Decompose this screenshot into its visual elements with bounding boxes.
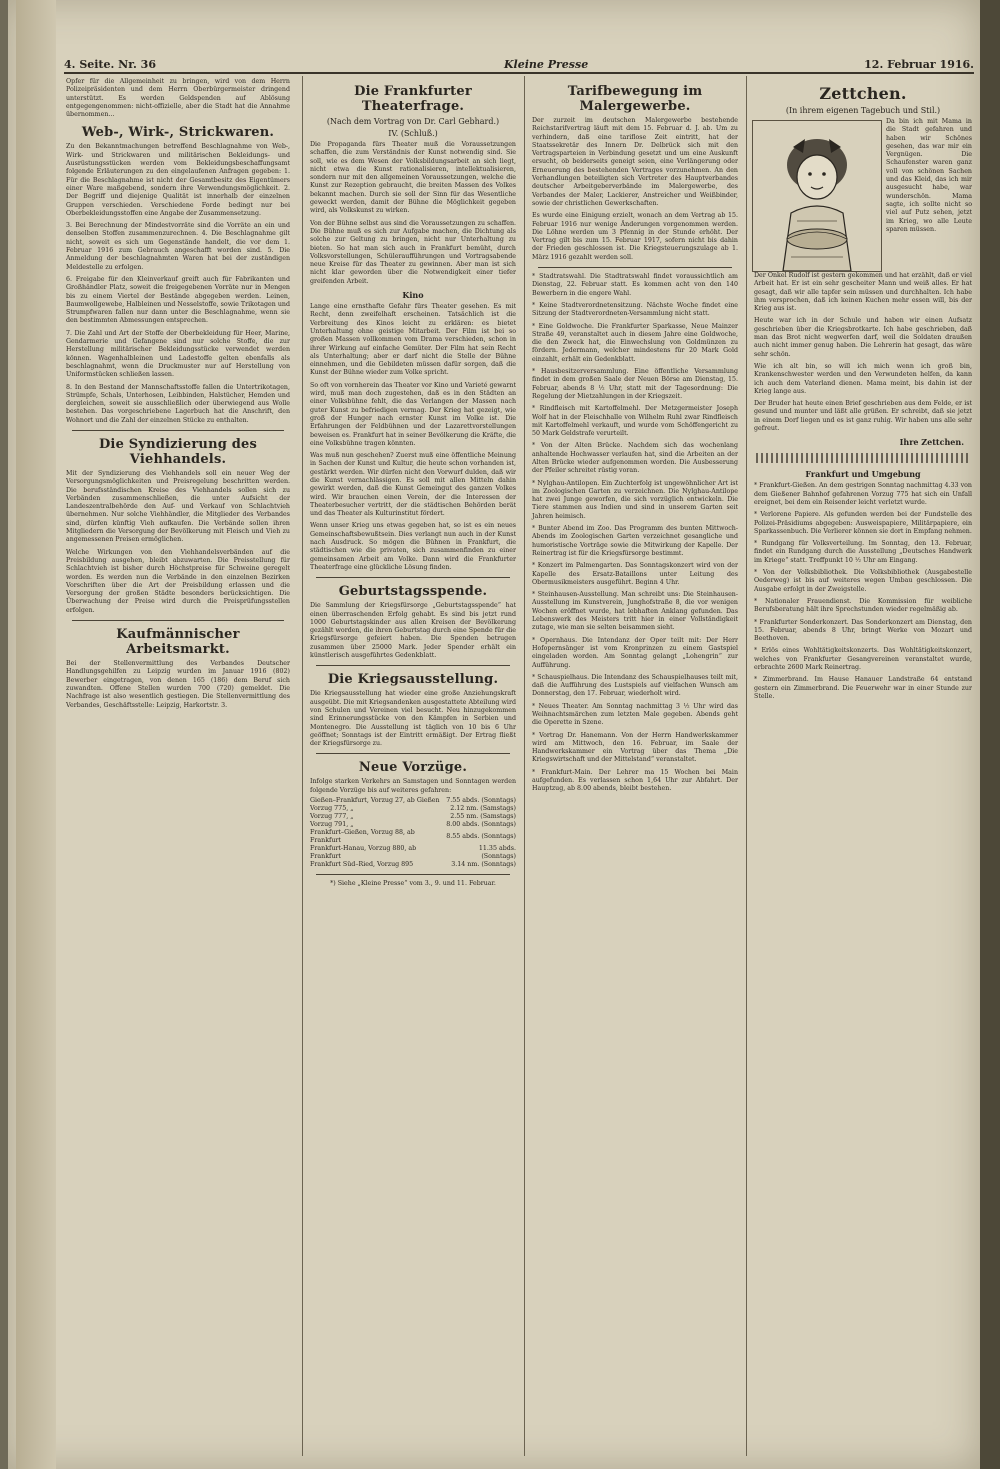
- col2-subheadline: (Nach dem Vortrag von Dr. Carl Gebhard.): [326, 117, 500, 126]
- train-row: [308, 821, 518, 829]
- train-route: Gießen–Frankfurt, Vorzug 27, ab Gießen: [310, 797, 440, 804]
- col1-paragraph: 8. In den Bestand der Mannschaftsstoffe fallen die Untertrikotagen, Strümpfe, Schals, Unterhosen, Leibbinden, Halstücher, Hemden und dergleichen, soweit sie ausschließlich oder überwiegend aus Wolle bestehen. Das vorgeschriebene Lagerbuch hat die Anschrift, den Wohnort und die Zahl der einzelnen Stücke zu enthalten.: [66, 383, 290, 424]
- col1-paragraph: Zu den Bekanntmachungen betreffend Beschlagnahme von Web-, Wirk- und Strickwaren und militärischen Bekleidungs- und Ausrüstungsstücken werden vom Bekleidungsbeschaffungsamt folgende Erläuterungen zu den eingelaufenen Anfragen gegeben: 1. Für die Beschlagnahme ist nicht der Gesamtbesitz des Eigentümers einer Ware maßgebend, sondern ihre Verwendungsmöglichkeit. 2. Der Begriff und diejenige Qualität ist innerhalb der einzelnen Gruppen verschieden. Verschiedene Forde bedingt nur bei Oberbekleidungsstoffen eine Angabe der Zusammensetzung.: [66, 143, 290, 217]
- col2-paragraph: Die Kriegsausstellung hat wieder eine große Anziehungskraft ausgeübt. Die mit Kriegsandenken ausgestattete Abteilung wird von Schulen und Vereinen viel besucht. Neu hinzugekommen sind Erinnerungsstücke von den Kämpfen in Serbien und Montenegro. Die Ausstellung ist täglich von 10 bis 6 Uhr geöffnet; Sonntags ist der Eintritt ermäßigt. Der Ertrag fließt der Kriegsfürsorge zu.: [310, 690, 516, 748]
- train-route: Vorzug 777, „: [310, 813, 354, 820]
- col4-section-label: Frankfurt und Umgebung: [805, 469, 921, 480]
- col3-paragraph: * Nylghau-Antilopen. Ein Zuchterfolg ist ungewöhnlicher Art ist im Zoologischen Garten zu verzeichnen. Die Nylghau-Antilope hat zwei Junge geworfen, die sich vorzüglich entwickeln. Die Tiere stammen aus Indien und sind in unserem Garten seit Jahren heimisch.: [532, 479, 738, 520]
- train-row: [308, 845, 518, 861]
- col2-part-label: IV. (Schluß.): [388, 129, 438, 138]
- col1-headline-3: Kaufmännischer Arbeitsmarkt.: [116, 627, 240, 658]
- section-rule: [316, 874, 510, 875]
- background-edge: [980, 0, 1000, 1469]
- col3-paragraph: * Konzert im Palmengarten. Das Sonntagskonzert wird von der Kapelle des Ersatz-Bataillons unter Leitung des Obermusikmeisters ausgeführt. Beginn 4 Uhr.: [532, 562, 738, 586]
- col4-paragraph: * Rundgang für Volksverteilung. Im Sonntag, den 13. Februar, findet ein Rundgang durch die Ausstellung „Deutsches Handwerk im Kriege“ statt. Treffpunkt 10 ½ Uhr am Eingang.: [754, 540, 972, 564]
- col2-paragraph: Lange eine ernsthafte Gefahr fürs Theater gesehen. Es mit Recht, denn zweifelhaft erscheinen. Tatsächlich ist die Verbreitung des Kinos leicht zu erklären: es bietet Unterhaltung ohne geistige Mitarbeit. Der Film ist bei so großen Massen vollkommen vom Drama verschieden, schon in ihrer Wirkung auf einfache Gemüter. Der Film hat sein Recht als Unterhaltung; aber er darf nicht die Stelle der Bühne einnehmen, und die Gebildeten müssen dafür sorgen, daß die Kunst der Bühne wieder zum Volke spricht.: [310, 303, 516, 377]
- col4-paragraph: * Verlorene Papiere. Als gefunden werden bei der Fundstelle des Polizei-Präsidiums abgegeben: Ausweispapiere, Militärpapiere, ein Sparkassenbuch. Die Verlierer können sie dort in Empfang nehmen.: [754, 511, 972, 535]
- train-timetable: [308, 797, 518, 869]
- col3-paragraph: * Steinhausen-Ausstellung. Man schreibt uns: Die Steinhausen-Ausstellung im Kunstverein, Junghofstraße 8, die vor wenigen Wochen eröffnet wurde, hat lebhaften Anklang gefunden. Das Lebenswerk des Meisters tritt hier in einer Vollständigkeit zutage, wie man sie selten beisammen sieht.: [532, 591, 738, 632]
- col4-paragraph: * Zimmerbrand. Im Hause Hanauer Landstraße 64 entstand gestern ein Zimmerbrand. Die Feuerwehr war in einer Stunde zur Stelle.: [754, 676, 972, 700]
- col2-footnote: *) Siehe „Kleine Presse“ vom 3., 9. und 11. Februar.: [330, 880, 496, 887]
- col4-headline-1: Zettchen.: [819, 84, 907, 103]
- train-time: 3.14 nm. (Sonntags): [451, 861, 516, 868]
- header-date: 12. Februar 1916.: [864, 58, 974, 71]
- column-2: [308, 78, 518, 1458]
- train-row: [308, 829, 518, 845]
- col4-paragraph: * Erlös eines Wohltätigkeitskonzerts. Das Wohltätigkeitskonzert, welches von Frankfurter Gesangvereinen veranstaltet wurde, erbrachte 2600 Mark Reinertrag.: [754, 647, 972, 671]
- train-time: 11.35 abds. (Sonntags): [478, 845, 516, 860]
- header-masthead: Kleine Presse: [504, 58, 589, 71]
- section-rule: [316, 665, 510, 666]
- train-time: 7.55 abds. (Sonntags): [446, 797, 516, 804]
- col2-paragraph: Von der Bühne selbst aus sind die Voraussetzungen zu schaffen. Die Bühne muß es sich zur Aufgabe machen, die Dichtung als solche zur Geltung zu bringen, nicht nur Unterhaltung zu bieten. So hat man sich auch in Frankfurt bemüht, durch Volksvorstellungen, Schüleraufführungen und Vortragsabende neue Kreise für das Theater zu gewinnen. Aber man ist sich nicht klar geworden über die Notwendigkeit einer tiefer greifenden Arbeit.: [310, 219, 516, 285]
- col3-paragraph: * Opernhaus. Die Intendanz der Oper teilt mit: Der Herr Hofopernsänger ist vom Kronprinzen zu einem Gastspiel eingeladen worden. Am Sonntag gelangt „Lohengrin“ zur Aufführung.: [532, 636, 738, 669]
- col1-headline-2: Die Syndizierung des Viehhandels.: [98, 436, 258, 467]
- header-page-number: 4. Seite. Nr. 36: [64, 58, 156, 71]
- col3-headline-1: Tarifbewegung im Malergewerbe.: [567, 84, 703, 114]
- col2-headline-4: Neue Vorzüge.: [358, 760, 468, 776]
- col3-paragraph: * Schauspielhaus. Die Intendanz des Schauspielhauses teilt mit, daß die Aufführung des Lustspiels auf vielfachen Wunsch am Donnerstag, den 17. Februar, wiederholt wird.: [532, 673, 738, 698]
- train-time: 8.55 abds. (Sonntags): [446, 833, 516, 840]
- train-route: Frankfurt-Hanau, Vorzug 880, ab Frankfurt: [310, 845, 417, 860]
- col2-paragraph: Die Propaganda fürs Theater muß die Voraussetzungen schaffen, die zum Verständnis der Kunst notwendig sind. Sie soll, wie es dem Wesen der Volksbildungsarbeit an sich liegt, nicht etwa die Kunst rationalisieren, intellektualisieren, sondern nur mit den allgemeinen Voraussetzungen, welche die Kunst zur Rezeption gebraucht, die breiten Massen des Volkes bekannt machen. Durch sie soll der Sinn für das Wesentliche geweckt werden, damit der Bühne die Möglichkeit gegeben wird, als Volkskunst zu wirken.: [310, 141, 516, 215]
- train-route: Frankfurt Süd–Ried, Vorzug 895: [310, 861, 414, 868]
- col2-paragraph: Was muß nun geschehen? Zuerst muß eine öffentliche Meinung in Sachen der Kunst und Kultur, die heute schon vorhanden ist, gestärkt werden. Wir dürfen nicht den Vorwurf dulden, daß wir die Kunst vernachlässigen. Es soll mit allen Mitteln dahin gewirkt werden, daß die Kunst Gemeingut des ganzen Volkes wird. Wir brauchen einen Verein, der die Interessen der Theaterbesucher vertritt, der die städtischen Behörden berät und das Theater als Kulturinstitut fördert.: [310, 452, 516, 518]
- section-rule: [72, 620, 284, 621]
- column-divider: [746, 76, 747, 1456]
- col1-paragraph: 3. Bei Berechnung der Mindestvorräte sind die Vorräte an ein und denselben Stoffen zusammenzurechnen. 4. Die Beschlagnahme gilt nicht, soweit es sich um Gegenstände handelt, die vor dem 1. Februar 1916 zum Gebrauch angeschafft worden sind. 5. Die Anmeldung der beschlagnahmten Waren hat bei der zuständigen Meldestelle zu erfolgen.: [66, 222, 290, 271]
- col3-paragraph: * Eine Goldwoche. Die Frankfurter Sparkasse, Neue Mainzer Straße 49, veranstaltet auch in diesem Jahre eine Goldwoche, die den Zweck hat, die Einwechslung von Goldmünzen zu fördern. Jedermann, welcher mindestens für 20 Mark Gold einzahlt, erhält ein Gedenkblatt.: [532, 322, 738, 363]
- col3-paragraph: * Rindfleisch mit Kartoffelmehl. Der Metzgermeister Joseph Wolf hat in der Fleischhalle von Wilhelm Ruhl zwar Rindfleisch mit Kartoffelmehl verkauft, und wurde vom Schöffengericht zu 50 Mark Geldstrafe verurteilt.: [532, 405, 738, 438]
- column-4: [752, 78, 974, 1458]
- col4-paragraph: Der Onkel Rudolf ist gestern gekommen und hat erzählt, daß er viel Arbeit hat. Er ist ein sehr gescheiter Mann und weiß alles. Er hat gesagt, daß wir alle tapfer sein müssen und durchhalten. Ich habe ihm versprochen, daß ich keinen Kuchen mehr essen will, bis der Krieg aus ist.: [754, 272, 972, 313]
- train-time: 2.55 nm. (Samstags): [450, 813, 516, 820]
- col1-headline-1: Web-, Wirk-, Strickwaren.: [81, 125, 275, 141]
- col2-headline-2: Geburtstagsspende.: [338, 584, 488, 600]
- col1-intro: Opfer für die Allgemeinheit zu bringen, wird von dem Herrn Polizeipräsidenten und dem Herrn Oberbürgermeister dringend unterstützt. Es werden Geldspenden auf Ablösung entgegengenommen: nicht-offizielle, aber die Stadt hat die Annahme übernommen...: [66, 78, 290, 119]
- train-time: 2.12 nm. (Samstags): [450, 805, 516, 812]
- col4-paragraph: Heute war ich in der Schule und haben wir einen Aufsatz geschrieben über die Kriegsbrotkarte. Ich habe geschrieben, daß man das Brot nicht wegwerfen darf, weil die Soldaten draußen auch nicht immer genug haben. Die Lehrerin hat gesagt, das wäre sehr schön.: [754, 317, 972, 358]
- girl-illustration: [752, 120, 882, 272]
- col3-paragraph: * Von der Alten Brücke. Nachdem sich das wochenlang anhaltende Hochwasser verlaufen hat, sind die Arbeiten an der Alten Brücke wieder aufgenommen worden. Die Ausbesserung der Pfeiler schreitet rüstig voran.: [532, 442, 738, 475]
- train-time: 8.00 abds. (Sonntags): [446, 821, 516, 828]
- col1-paragraph: Mit der Syndizierung des Viehhandels soll ein neuer Weg der Versorgungsmöglichkeiten und Preisregelung beschritten werden. Die berufsständischen Kreise des Viehhandels sollen sich zu Verbänden zusammenschließen, die unter Aufsicht der Landeszentralbehörde den Auf- und Verkauf von Schlachtvieh übernehmen. Nur solche Viehhändler, die Mitglieder des Verbandes sind, dürfen künftig Vieh aufkaufen. Die Verbände sollen ihren Mitgliedern die Versorgung der Bevölkerung mit Fleisch und Vieh zu angemessenen Preisen ermöglichen.: [66, 469, 290, 544]
- col4-paragraph: * Von der Volksbibliothek. Die Volksbibliothek (Ausgabestelle Oederweg) ist bis auf weiteres wegen Umbau geschlossen. Die Ausgabe erfolgt in der Zweigstelle.: [754, 569, 972, 593]
- col4-paragraph: Da bin ich mit Mama in die Stadt gefahren und haben wir Schönes gesehen, das war mir ein Vergnügen. Die Schaufenster waren ganz voll von schönen Sachen und das Kleid, das ich mir ausgesucht habe, war wunderschön. Mama sagte, ich sollte nicht so viel auf Putz sehen, jetzt im Krieg, wo alle Leute sparen müssen.: [886, 118, 972, 233]
- col4-paragraph: * Frankfurter Sonderkonzert. Das Sonderkonzert am Dienstag, den 15. Februar, abends 8 Uhr, bringt Werke von Mozart und Beethoven.: [754, 618, 972, 643]
- col1-paragraph: 6. Freigabe für den Kleinverkauf greift auch für Fabrikanten und Großhändler Platz, soweit die freigegebenen Vorräte nur in Mengen bis zu einem Viertel der Bestände abgegeben werden. Leinen, Baumwollgewebe, Halbleinen und Nesselstoffe, sowie Trikotagen und Strumpfwaren fallen nur dann unter die Beschlagnahme, wenn sie den bestimmten Abmessungen entsprechen.: [66, 275, 290, 325]
- col2-paragraph: Infolge starken Verkehrs an Samstagen und Sonntagen werden folgende Vorzüge bis auf weiteres gefahren:: [310, 778, 516, 794]
- section-rule: [316, 753, 510, 754]
- col4-signature: Ihre Zettchen.: [899, 437, 964, 448]
- col3-paragraph: * Frankfurt-Main. Der Lehrer ma 15 Wochen bei Main aufgefunden. Es verlassen schon 1,64 Uhr zur Abfahrt. Der Hauptzug, ab 8.00 abends, bleibt bestehen.: [532, 768, 738, 793]
- col3-paragraph: * Keine Stadtverordnetensitzung. Nächste Woche findet eine Sitzung der Stadtverordneten-Versammlung nicht statt.: [532, 301, 738, 318]
- col3-paragraph: Es wurde eine Einigung erzielt, wonach an dem Vertrag ab 15. Februar 1916 nur wenige Änderungen vorgenommen werden. Die Löhne werden um 3 Pfennig in der Stunde erhöht. Der Vertrag gilt bis zum 15. Februar 1917, sofern nicht bis dahin der Frieden geschlossen ist. Die Kriegsteuerungszulage ab 1. März 1916 gezahlt werden soll.: [532, 212, 738, 261]
- train-row: [308, 797, 518, 805]
- train-route: Vorzug 791, „: [310, 821, 354, 828]
- col2-headline-3: Die Kriegsausstellung.: [327, 672, 499, 688]
- col2-paragraph: Wenn unser Krieg uns etwas gegeben hat, so ist es ein neues Gemeinschaftsbewußtsein. Dies verlangt nun auch in der Kunst nach Ausdruck. So mögen die Bühnen in Frankfurt, die städtischen wie die privaten, sich zusammenfinden zu einer gemeinsamen Arbeit am Volke. Dann wird die Frankfurter Theaterfrage eine glückliche Lösung finden.: [310, 522, 516, 571]
- section-rule: [72, 430, 284, 431]
- col4-paragraph: * Nationaler Frauendienst. Die Kommission für weibliche Berufsberatung hält ihre Sprechstunden wieder regelmäßig ab.: [754, 597, 972, 614]
- col2-headline-1: Die Frankfurter Theaterfrage.: [354, 84, 472, 114]
- train-row: [308, 805, 518, 813]
- col1-paragraph: Bei der Stellenvermittlung des Verbandes Deutscher Handlungsgehilfen zu Leipzig wurden im Januar 1916 (802) Bewerber eingetragen, von denen 165 (186) dem Beruf sich zuwandten. Offene Stellen wurden 700 (720) gemeldet. Die Nachfrage ist also wesentlich gestiegen. Die Stellenvermittlung des Verbandes, Geschäftsstelle: Leipzig, Harkortstr. 3.: [66, 660, 290, 709]
- section-rule: [316, 577, 510, 578]
- col1-paragraph: 7. Die Zahl und Art der Stoffe der Oberbekleidung für Heer, Marine, Gendarmerie und Gefangene sind nur solche Stoffe, die zur Herstellung militärischer Bekleidungsstücke verwendet werden können. Wagenhalbleinen und Ladestoffe gelten ebenfalls als beschlagnahmt, wenn die Druckmuster nur auf Herstellung von Uniformstücken schließen lassen.: [66, 329, 290, 379]
- col4-paragraph: Der Bruder hat heute einen Brief geschrieben aus dem Felde, er ist gesund und munter und läßt alle grüßen. Er schreibt, daß sie jetzt in einem Dorf liegen und es ist ganz ruhig. Wir haben uns alle sehr gefreut.: [754, 400, 972, 433]
- col3-paragraph: * Hausbesitzerversammlung. Eine öffentliche Versammlung findet in dem großen Saale der Neuen Börse am Dienstag, 15. Februar, abends 8 ½ Uhr, statt mit der Tagesordnung: Die Regelung der Mietzahlungen in der Kriegszeit.: [532, 368, 738, 400]
- header-rule: [64, 72, 974, 74]
- column-divider: [524, 76, 525, 1456]
- col3-paragraph: * Bunter Abend im Zoo. Das Programm des bunten Mittwoch-Abends im Zoologischen Garten verzeichnet gesangliche und humoristische Vorträge sowie die Mitwirkung der Kapelle. Der Reinertrag ist für die Kriegsfürsorge bestimmt.: [532, 525, 738, 557]
- column-3: [530, 78, 740, 1458]
- col2-paragraph: So oft von vornherein das Theater vor Kino und Varieté gewarnt wird, muß man doch zugestehen, daß es in den Städten an einer Volksbühne fehlt, die das Verlangen der Massen nach guter Kunst zu befriedigen vermag. Der Krieg hat gezeigt, wie groß der Hunger nach ernster Kunst im Volke ist. Die Erfahrungen der Feldbühnen und der Lazarettvorstellungen beweisen es. Frankfurt hat in seiner Bevölkerung die Kräfte, die eine Volksbühne tragen könnten.: [310, 381, 516, 447]
- section-banner: [756, 453, 970, 463]
- train-route: Vorzug 775, „: [310, 805, 354, 812]
- col2-paragraph: Die Sammlung der Kriegsfürsorge „Geburtstagsspende“ hat einen überraschenden Erfolg gehabt. Es sind bis jetzt rund 1000 Geburtstagskinder aus allen Kreisen der Bevölkerung gezählt worden, die ihren Geburtstag durch eine Spende für die Kriegsfürsorge gefeiert haben. Die Spenden betrugen zusammen über 25000 Mark. Jeder Spender erhält ein künstlerisch ausgeführtes Gedenkblatt.: [310, 602, 516, 660]
- train-route: Frankfurt–Gießen, Vorzug 88, ab Frankfurt: [310, 829, 415, 844]
- col1-paragraph: Welche Wirkungen von den Viehhandelsverbänden auf die Preisbildung ausgehen, bleibt abzuwarten. Die Preisstellung für Schlachtvieh ist bisher durch Höchstpreise für Schweine geregelt worden. Es werden nun die Verbände in den einzelnen Bezirken Vorschriften über die Art der Preisbildung erlassen und die Versorgung der großen Städte besonders berücksichtigen. Die Überwachung der Preise wird durch die Preisprüfungsstellen erfolgen.: [66, 548, 290, 614]
- col3-paragraph: * Neues Theater. Am Sonntag nachmittag 3 ½ Uhr wird das Weihnachtsmärchen zum letzten Male gegeben. Abends geht die Operette in Szene.: [532, 702, 738, 727]
- train-row: [308, 813, 518, 821]
- column-1: [64, 78, 292, 1458]
- col3-paragraph: * Stadtratswahl. Die Stadtratswahl findet voraussichtlich am Dienstag, 22. Februar statt. Es kommen acht von den 140 Bewerbern in die engere Wahl.: [532, 273, 738, 297]
- col4-paragraph: * Frankfurt-Gießen. An dem gestrigen Sonntag nachmittag 4.33 von dem Gießener Bahnhof gefahrenen Vorzug 775 hat sich ein Unfall ereignet, bei dem ein Reisender leicht verletzt wurde.: [754, 482, 972, 506]
- col4-subheadline: (In ihrem eigenen Tagebuch und Stil.): [785, 106, 941, 115]
- page-binding-edge: [16, 0, 56, 1469]
- newspaper-page: [8, 0, 980, 1469]
- col2-section-label: Kino: [402, 290, 424, 301]
- column-divider: [302, 76, 303, 1456]
- page-header: [64, 58, 974, 78]
- col4-paragraph: Wie ich alt bin, so will ich mich wenn ich groß bin, Krankenschwester werden und den Verwundeten helfen, da kann ich auch dem Vaterland dienen. Mama meint, bis dahin ist der Krieg lange aus.: [754, 362, 972, 395]
- train-row: [308, 861, 518, 869]
- section-rule: [538, 267, 732, 268]
- col3-paragraph: Der zurzeit im deutschen Malergewerbe bestehende Reichstarifvertrag läuft mit dem 15. Februar d. J. ab. Um zu verhindern, daß eine tariflose Zeit eintritt, hat der Staatssekretär des Innern Dr. Delbrück sich mit den Vertragsparteien in Verbindung gesetzt und um eine Auskunft ersucht, ob beiderseits geneigt seien, eine Verlängerung oder Erneuerung des bestehenden Vertrages vorzunehmen. An den Verhandlungen beteiligten sich Vertreter des Hauptverbandes deutscher Arbeitgeberverbände im Malergewerbe, des Verbandes der Maler, Lackierer, Anstreicher und Weißbinder, sowie der christlichen Gewerkschaften.: [532, 117, 738, 207]
- col3-paragraph: * Vortrag Dr. Hanemann. Von der Herrn Handwerkskammer wird am Mittwoch, den 16. Februar, im Saale der Handwerkskammer ein Vortrag über das Thema „Die Kriegswirtschaft und der Mittelstand“ veranstaltet.: [532, 731, 738, 764]
